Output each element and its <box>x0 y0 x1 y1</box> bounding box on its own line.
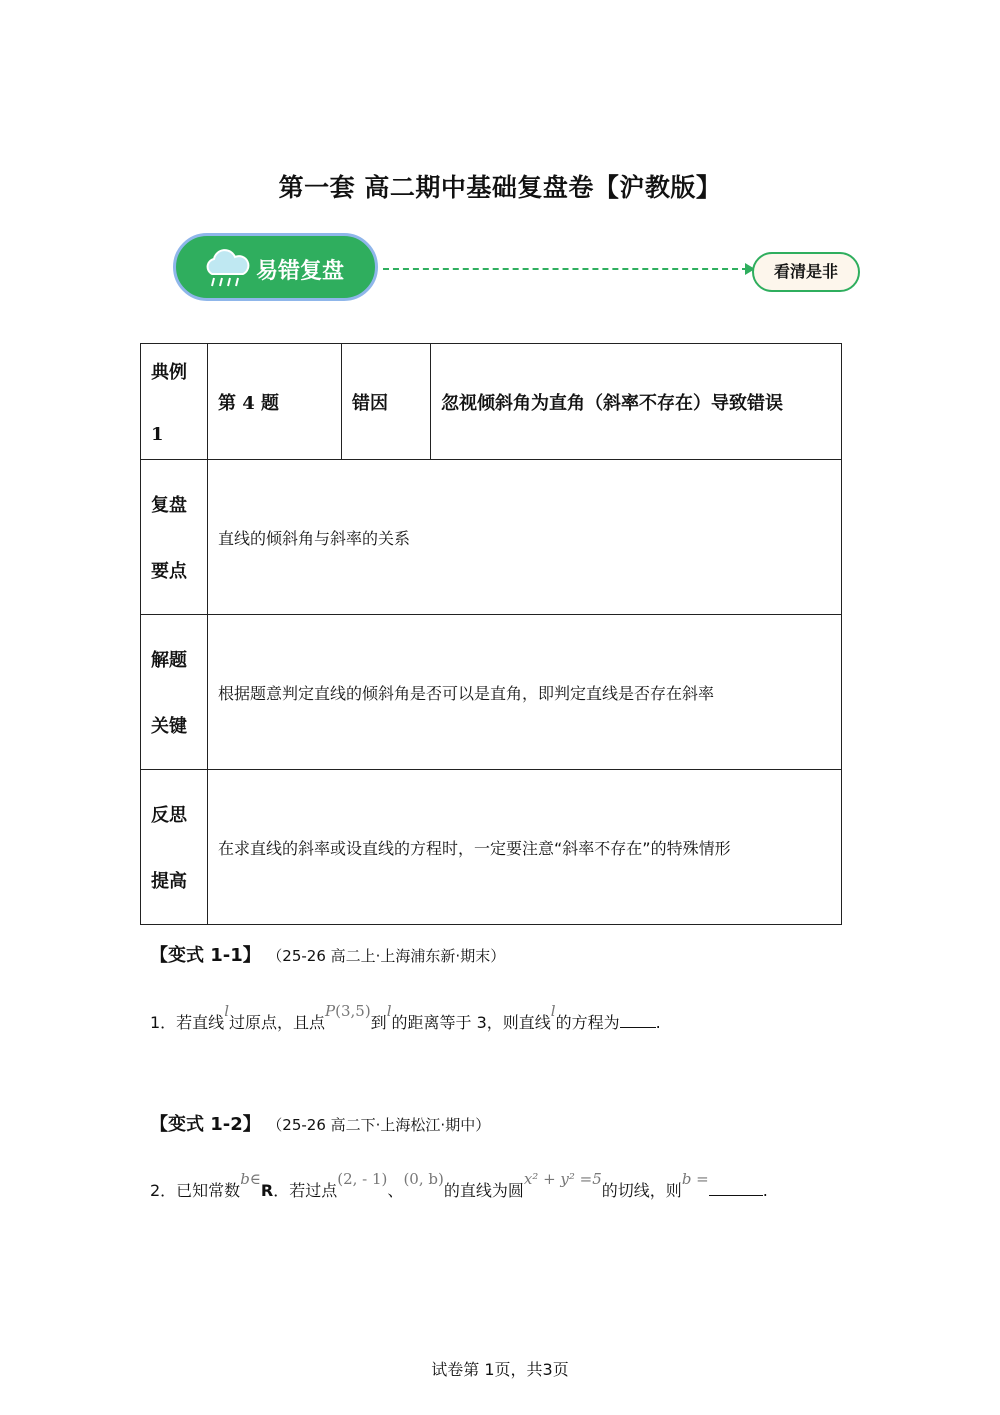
review-table <box>140 343 842 925</box>
q2-math-R: R <box>260 1181 274 1200</box>
cause-label: 错因 <box>342 344 431 460</box>
q2-math-b: b∈ <box>240 1170 261 1188</box>
banner-label: 易错复盘 <box>256 259 345 284</box>
q1-text-4: 的距离等于 3，则直线 <box>391 1013 551 1032</box>
variant-source: （25-26 高二下·上海松江·期中） <box>274 1116 491 1134</box>
q1-text-1: 1．若直线 <box>150 1013 225 1032</box>
variant-title: 【变式 1-1】 <box>150 945 261 966</box>
q1-math-l: l <box>550 1002 556 1020</box>
answer-blank <box>709 1181 763 1196</box>
q2-math-beq: b = <box>681 1170 709 1188</box>
q1-text-2: 过原点，且点 <box>229 1013 326 1032</box>
row-label-line1: 反思 <box>151 805 187 826</box>
q2-text-2: ．若过点 <box>273 1181 338 1200</box>
row-label-line2: 提高 <box>151 871 187 892</box>
variant-heading <box>150 941 505 967</box>
q1-math-coords: (3,5) <box>335 1002 371 1020</box>
q2-text-3: 的直线为圆 <box>443 1181 524 1200</box>
q2-math-point2: (0, b) <box>403 1170 444 1188</box>
question-1 <box>150 1002 661 1033</box>
question-number: 第 4 题 <box>208 344 342 460</box>
example-cell <box>141 344 208 460</box>
row-content: 在求直线的斜率或设直线的方程时，一定要注意“斜率不存在”的特殊情形 <box>208 770 842 925</box>
q2-text-1: 2．已知常数 <box>150 1181 241 1200</box>
row-label <box>141 770 208 925</box>
q2-math-point1: (2, - 1) <box>337 1170 388 1188</box>
row-content: 根据题意判定直线的倾斜角是否可以是直角，即判定直线是否存在斜率 <box>208 615 842 770</box>
example-number: 1 <box>151 424 164 445</box>
q1-text-5: 的方程为 <box>555 1013 620 1032</box>
row-label-line2: 要点 <box>151 561 187 582</box>
cause-text: 忽视倾斜角为直角（斜率不存在）导致错误 <box>431 344 842 460</box>
variant-heading <box>150 1110 490 1136</box>
row-label-line1: 解题 <box>151 650 187 671</box>
variant-title: 【变式 1-2】 <box>150 1114 261 1135</box>
q1-end: . <box>655 1013 661 1032</box>
row-label <box>141 615 208 770</box>
row-content: 直线的倾斜角与斜率的关系 <box>208 460 842 615</box>
question-2 <box>150 1170 768 1201</box>
row-label-line2: 关键 <box>151 716 187 737</box>
row-label <box>141 460 208 615</box>
q2-text-4: 的切线，则 <box>601 1181 682 1200</box>
dashed-connector <box>383 268 748 270</box>
example-label: 典例 <box>151 362 187 383</box>
answer-blank <box>620 1013 656 1028</box>
page-footer: 试卷第 1页，共3页 <box>431 1360 569 1379</box>
row-label-line1: 复盘 <box>151 495 187 516</box>
table-row <box>141 615 842 770</box>
q1-math-P: P <box>325 1002 336 1020</box>
banner-pill <box>173 233 378 301</box>
banner-tag: 看清是非 <box>752 252 860 292</box>
q2-end: . <box>762 1181 768 1200</box>
rain-cloud-icon <box>202 248 252 290</box>
page-title: 第一套 高二期中基础复盘卷【沪教版】 <box>278 173 722 202</box>
q2-sep: 、 <box>387 1181 404 1200</box>
q1-text-3: 到 <box>370 1013 387 1032</box>
variant-source: （25-26 高二上·上海浦东新·期末） <box>274 947 506 965</box>
table-row <box>141 460 842 615</box>
table-header-row <box>141 344 842 460</box>
q1-math-l: l <box>224 1002 229 1020</box>
q2-math-circle: x² + y² =5 <box>523 1170 602 1188</box>
table-row <box>141 770 842 925</box>
q1-math-l: l <box>386 1002 392 1020</box>
